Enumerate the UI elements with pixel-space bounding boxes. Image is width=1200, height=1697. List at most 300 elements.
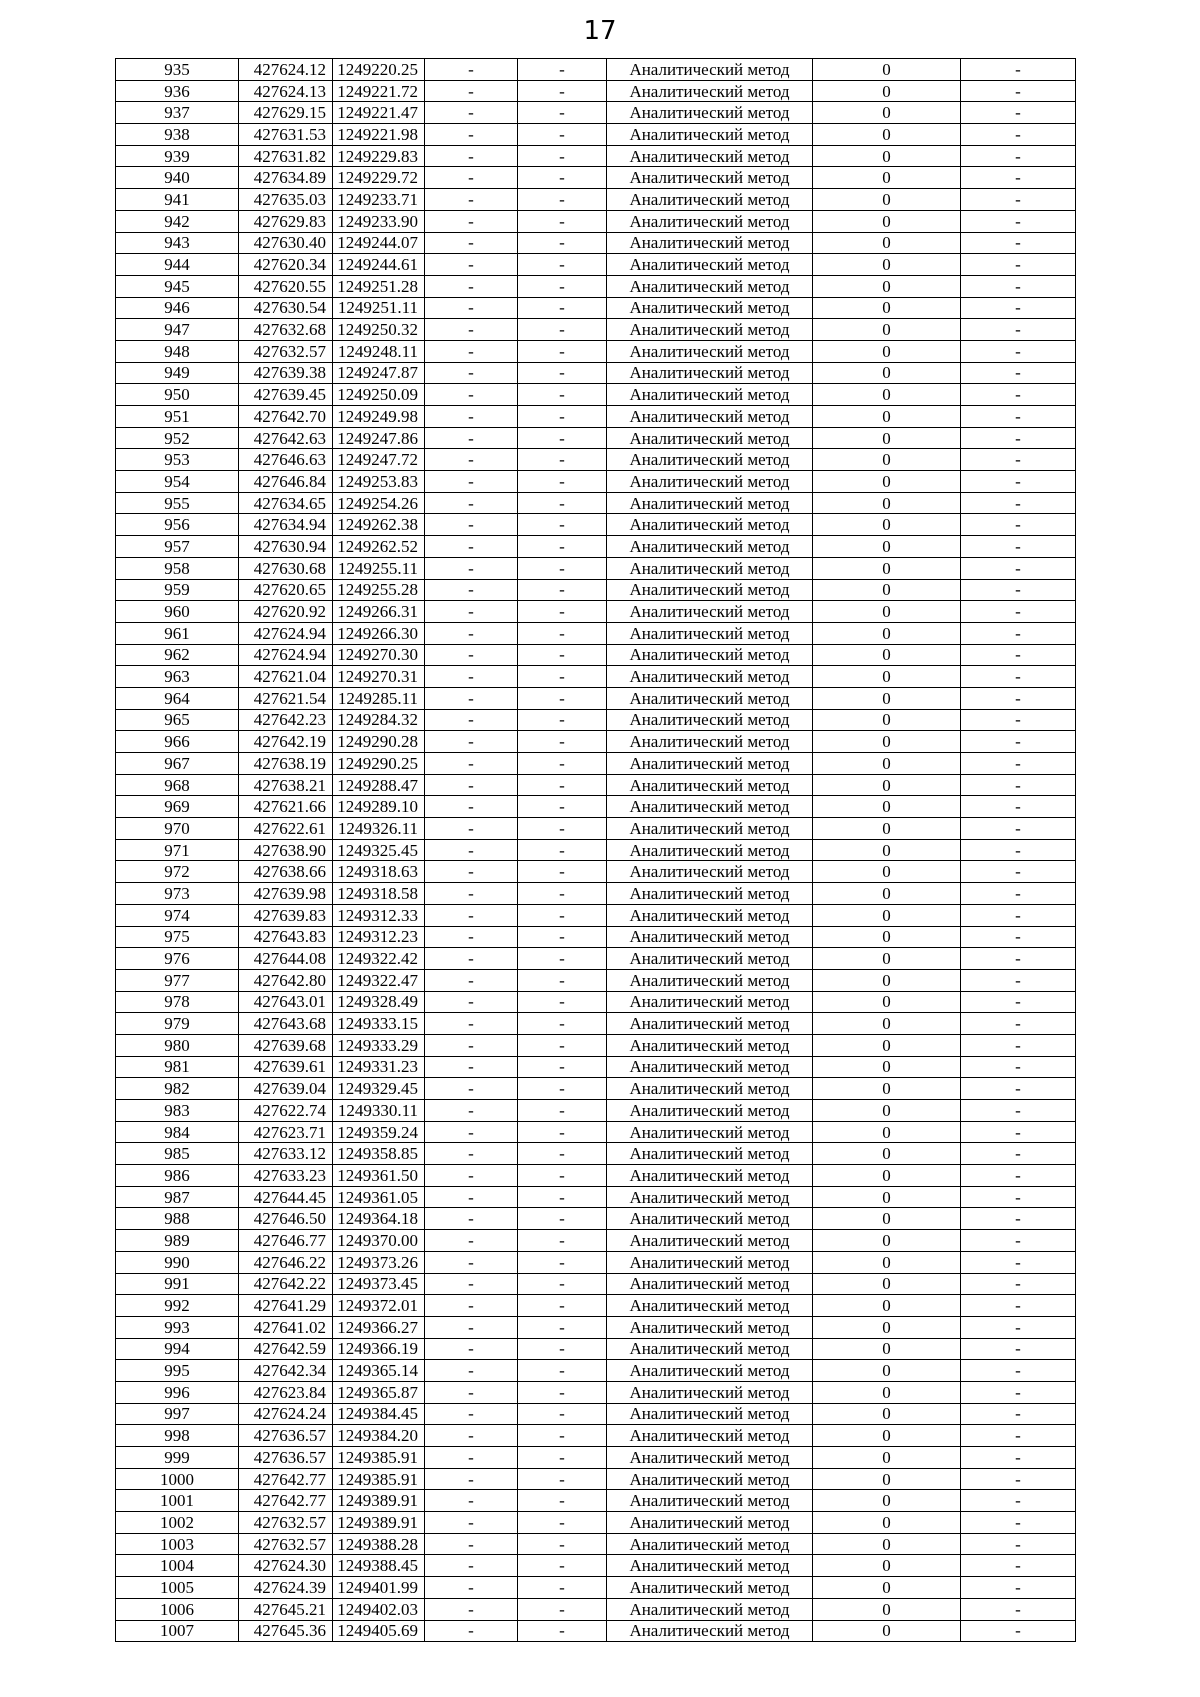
table-row — [116, 384, 1076, 406]
dash-cell: - — [518, 1598, 607, 1620]
table-row — [116, 709, 1076, 731]
table-row — [116, 1165, 1076, 1187]
table-row — [116, 124, 1076, 146]
dash-cell: - — [425, 1034, 518, 1056]
point-number-cell: 999 — [116, 1447, 239, 1469]
table-row — [116, 59, 1076, 81]
dash-cell: - — [518, 1425, 607, 1447]
dash-cell: - — [425, 1620, 518, 1642]
accuracy-value-cell: 0 — [813, 1251, 961, 1273]
dash-cell: - — [518, 1165, 607, 1187]
dash-cell: - — [425, 167, 518, 189]
accuracy-value-cell: 0 — [813, 1143, 961, 1165]
x-coordinate-cell: 427642.59 — [239, 1338, 333, 1360]
dash-cell: - — [425, 948, 518, 970]
table-row — [116, 80, 1076, 102]
dash-cell: - — [961, 1295, 1076, 1317]
accuracy-value-cell: 0 — [813, 449, 961, 471]
x-coordinate-cell: 427629.83 — [239, 210, 333, 232]
dash-cell: - — [518, 536, 607, 558]
table-row — [116, 1447, 1076, 1469]
y-coordinate-cell: 1249388.28 — [333, 1533, 425, 1555]
table-row — [116, 644, 1076, 666]
dash-cell: - — [961, 1360, 1076, 1382]
dash-cell: - — [961, 601, 1076, 623]
accuracy-value-cell: 0 — [813, 1468, 961, 1490]
dash-cell: - — [518, 1230, 607, 1252]
table-row — [116, 319, 1076, 341]
dash-cell: - — [518, 471, 607, 493]
method-cell: Аналитический метод — [607, 1425, 813, 1447]
y-coordinate-cell: 1249325.45 — [333, 839, 425, 861]
dash-cell: - — [425, 1100, 518, 1122]
table-row — [116, 1425, 1076, 1447]
point-number-cell: 976 — [116, 948, 239, 970]
dash-cell: - — [961, 796, 1076, 818]
dash-cell: - — [518, 362, 607, 384]
table-row — [116, 839, 1076, 861]
x-coordinate-cell: 427639.04 — [239, 1078, 333, 1100]
point-number-cell: 1003 — [116, 1533, 239, 1555]
x-coordinate-cell: 427634.89 — [239, 167, 333, 189]
accuracy-value-cell: 0 — [813, 991, 961, 1013]
accuracy-value-cell: 0 — [813, 384, 961, 406]
point-number-cell: 991 — [116, 1273, 239, 1295]
dash-cell: - — [518, 275, 607, 297]
dash-cell: - — [961, 210, 1076, 232]
point-number-cell: 944 — [116, 254, 239, 276]
table-row — [116, 1208, 1076, 1230]
method-cell: Аналитический метод — [607, 904, 813, 926]
y-coordinate-cell: 1249270.30 — [333, 644, 425, 666]
y-coordinate-cell: 1249251.28 — [333, 275, 425, 297]
dash-cell: - — [518, 297, 607, 319]
x-coordinate-cell: 427642.80 — [239, 969, 333, 991]
dash-cell: - — [425, 1273, 518, 1295]
point-number-cell: 961 — [116, 622, 239, 644]
accuracy-value-cell: 0 — [813, 297, 961, 319]
point-number-cell: 940 — [116, 167, 239, 189]
dash-cell: - — [425, 471, 518, 493]
dash-cell: - — [961, 687, 1076, 709]
accuracy-value-cell: 0 — [813, 362, 961, 384]
method-cell: Аналитический метод — [607, 492, 813, 514]
y-coordinate-cell: 1249250.32 — [333, 319, 425, 341]
x-coordinate-cell: 427642.77 — [239, 1468, 333, 1490]
dash-cell: - — [425, 1577, 518, 1599]
dash-cell: - — [961, 861, 1076, 883]
dash-cell: - — [961, 275, 1076, 297]
point-number-cell: 984 — [116, 1121, 239, 1143]
dash-cell: - — [425, 1295, 518, 1317]
method-cell: Аналитический метод — [607, 1598, 813, 1620]
accuracy-value-cell: 0 — [813, 189, 961, 211]
y-coordinate-cell: 1249254.26 — [333, 492, 425, 514]
point-number-cell: 975 — [116, 926, 239, 948]
dash-cell: - — [518, 753, 607, 775]
x-coordinate-cell: 427624.24 — [239, 1403, 333, 1425]
dash-cell: - — [518, 145, 607, 167]
y-coordinate-cell: 1249255.11 — [333, 557, 425, 579]
dash-cell: - — [961, 1186, 1076, 1208]
dash-cell: - — [518, 861, 607, 883]
accuracy-value-cell: 0 — [813, 1208, 961, 1230]
dash-cell: - — [961, 102, 1076, 124]
x-coordinate-cell: 427638.19 — [239, 753, 333, 775]
y-coordinate-cell: 1249229.83 — [333, 145, 425, 167]
y-coordinate-cell: 1249248.11 — [333, 340, 425, 362]
table-row — [116, 1577, 1076, 1599]
method-cell: Аналитический метод — [607, 644, 813, 666]
dash-cell: - — [961, 1598, 1076, 1620]
table-body — [116, 59, 1076, 1642]
dash-cell: - — [425, 991, 518, 1013]
x-coordinate-cell: 427624.12 — [239, 59, 333, 81]
dash-cell: - — [518, 232, 607, 254]
dash-cell: - — [425, 1056, 518, 1078]
y-coordinate-cell: 1249247.72 — [333, 449, 425, 471]
accuracy-value-cell: 0 — [813, 839, 961, 861]
method-cell: Аналитический метод — [607, 1056, 813, 1078]
dash-cell: - — [425, 102, 518, 124]
y-coordinate-cell: 1249247.87 — [333, 362, 425, 384]
x-coordinate-cell: 427636.57 — [239, 1447, 333, 1469]
dash-cell: - — [425, 731, 518, 753]
accuracy-value-cell: 0 — [813, 471, 961, 493]
accuracy-value-cell: 0 — [813, 601, 961, 623]
dash-cell: - — [425, 145, 518, 167]
dash-cell: - — [425, 232, 518, 254]
x-coordinate-cell: 427638.90 — [239, 839, 333, 861]
accuracy-value-cell: 0 — [813, 1620, 961, 1642]
dash-cell: - — [518, 774, 607, 796]
method-cell: Аналитический метод — [607, 839, 813, 861]
method-cell: Аналитический метод — [607, 1316, 813, 1338]
dash-cell: - — [518, 1186, 607, 1208]
method-cell: Аналитический метод — [607, 969, 813, 991]
y-coordinate-cell: 1249358.85 — [333, 1143, 425, 1165]
y-coordinate-cell: 1249266.30 — [333, 622, 425, 644]
x-coordinate-cell: 427639.38 — [239, 362, 333, 384]
dash-cell: - — [961, 883, 1076, 905]
point-number-cell: 954 — [116, 471, 239, 493]
method-cell: Аналитический метод — [607, 796, 813, 818]
x-coordinate-cell: 427641.29 — [239, 1295, 333, 1317]
method-cell: Аналитический метод — [607, 340, 813, 362]
table-row — [116, 1078, 1076, 1100]
dash-cell: - — [518, 1555, 607, 1577]
method-cell: Аналитический метод — [607, 275, 813, 297]
y-coordinate-cell: 1249253.83 — [333, 471, 425, 493]
dash-cell: - — [425, 1447, 518, 1469]
table-row — [116, 145, 1076, 167]
accuracy-value-cell: 0 — [813, 1295, 961, 1317]
table-row — [116, 1273, 1076, 1295]
y-coordinate-cell: 1249329.45 — [333, 1078, 425, 1100]
dash-cell: - — [961, 254, 1076, 276]
x-coordinate-cell: 427630.40 — [239, 232, 333, 254]
point-number-cell: 993 — [116, 1316, 239, 1338]
dash-cell: - — [961, 340, 1076, 362]
y-coordinate-cell: 1249330.11 — [333, 1100, 425, 1122]
table-row — [116, 1230, 1076, 1252]
x-coordinate-cell: 427636.57 — [239, 1425, 333, 1447]
accuracy-value-cell: 0 — [813, 818, 961, 840]
point-number-cell: 939 — [116, 145, 239, 167]
table-row — [116, 1295, 1076, 1317]
dash-cell: - — [425, 601, 518, 623]
table-row — [116, 167, 1076, 189]
point-number-cell: 937 — [116, 102, 239, 124]
accuracy-value-cell: 0 — [813, 145, 961, 167]
dash-cell: - — [518, 1468, 607, 1490]
dash-cell: - — [961, 774, 1076, 796]
accuracy-value-cell: 0 — [813, 1078, 961, 1100]
dash-cell: - — [961, 904, 1076, 926]
x-coordinate-cell: 427639.61 — [239, 1056, 333, 1078]
dash-cell: - — [425, 926, 518, 948]
x-coordinate-cell: 427632.68 — [239, 319, 333, 341]
dash-cell: - — [518, 124, 607, 146]
dash-cell: - — [518, 449, 607, 471]
dash-cell: - — [961, 124, 1076, 146]
dash-cell: - — [518, 818, 607, 840]
method-cell: Аналитический метод — [607, 80, 813, 102]
dash-cell: - — [425, 210, 518, 232]
dash-cell: - — [518, 1533, 607, 1555]
dash-cell: - — [425, 124, 518, 146]
table-row — [116, 1056, 1076, 1078]
coordinates-table — [115, 58, 1076, 1642]
dash-cell: - — [961, 1381, 1076, 1403]
method-cell: Аналитический метод — [607, 1143, 813, 1165]
method-cell: Аналитический метод — [607, 1555, 813, 1577]
x-coordinate-cell: 427620.55 — [239, 275, 333, 297]
accuracy-value-cell: 0 — [813, 731, 961, 753]
y-coordinate-cell: 1249229.72 — [333, 167, 425, 189]
method-cell: Аналитический метод — [607, 753, 813, 775]
dash-cell: - — [518, 926, 607, 948]
dash-cell: - — [425, 80, 518, 102]
dash-cell: - — [518, 666, 607, 688]
method-cell: Аналитический метод — [607, 189, 813, 211]
method-cell: Аналитический метод — [607, 1447, 813, 1469]
table-row — [116, 601, 1076, 623]
dash-cell: - — [961, 514, 1076, 536]
table-row — [116, 1143, 1076, 1165]
dash-cell: - — [961, 991, 1076, 1013]
x-coordinate-cell: 427646.22 — [239, 1251, 333, 1273]
method-cell: Аналитический метод — [607, 362, 813, 384]
x-coordinate-cell: 427643.68 — [239, 1013, 333, 1035]
x-coordinate-cell: 427621.54 — [239, 687, 333, 709]
y-coordinate-cell: 1249288.47 — [333, 774, 425, 796]
method-cell: Аналитический метод — [607, 579, 813, 601]
dash-cell: - — [961, 1208, 1076, 1230]
dash-cell: - — [518, 1447, 607, 1469]
dash-cell: - — [518, 102, 607, 124]
dash-cell: - — [961, 1143, 1076, 1165]
x-coordinate-cell: 427641.02 — [239, 1316, 333, 1338]
y-coordinate-cell: 1249402.03 — [333, 1598, 425, 1620]
dash-cell: - — [518, 579, 607, 601]
x-coordinate-cell: 427620.92 — [239, 601, 333, 623]
dash-cell: - — [961, 1100, 1076, 1122]
dash-cell: - — [961, 1121, 1076, 1143]
table-row — [116, 622, 1076, 644]
dash-cell: - — [961, 471, 1076, 493]
dash-cell: - — [518, 406, 607, 428]
x-coordinate-cell: 427642.77 — [239, 1490, 333, 1512]
point-number-cell: 967 — [116, 753, 239, 775]
method-cell: Аналитический метод — [607, 210, 813, 232]
dash-cell: - — [425, 753, 518, 775]
point-number-cell: 936 — [116, 80, 239, 102]
point-number-cell: 981 — [116, 1056, 239, 1078]
dash-cell: - — [425, 536, 518, 558]
dash-cell: - — [961, 1577, 1076, 1599]
method-cell: Аналитический метод — [607, 102, 813, 124]
dash-cell: - — [425, 818, 518, 840]
x-coordinate-cell: 427632.57 — [239, 1533, 333, 1555]
dash-cell: - — [518, 1143, 607, 1165]
dash-cell: - — [518, 340, 607, 362]
dash-cell: - — [518, 1490, 607, 1512]
y-coordinate-cell: 1249262.38 — [333, 514, 425, 536]
accuracy-value-cell: 0 — [813, 124, 961, 146]
point-number-cell: 985 — [116, 1143, 239, 1165]
dash-cell: - — [425, 1165, 518, 1187]
point-number-cell: 945 — [116, 275, 239, 297]
dash-cell: - — [518, 796, 607, 818]
accuracy-value-cell: 0 — [813, 557, 961, 579]
dash-cell: - — [518, 254, 607, 276]
point-number-cell: 949 — [116, 362, 239, 384]
dash-cell: - — [518, 210, 607, 232]
dash-cell: - — [518, 80, 607, 102]
dash-cell: - — [518, 1620, 607, 1642]
table-row — [116, 1381, 1076, 1403]
x-coordinate-cell: 427633.23 — [239, 1165, 333, 1187]
accuracy-value-cell: 0 — [813, 340, 961, 362]
dash-cell: - — [425, 904, 518, 926]
accuracy-value-cell: 0 — [813, 167, 961, 189]
dash-cell: - — [961, 622, 1076, 644]
table-row — [116, 774, 1076, 796]
y-coordinate-cell: 1249365.87 — [333, 1381, 425, 1403]
y-coordinate-cell: 1249359.24 — [333, 1121, 425, 1143]
table-row — [116, 1490, 1076, 1512]
dash-cell: - — [425, 514, 518, 536]
point-number-cell: 956 — [116, 514, 239, 536]
dash-cell: - — [961, 167, 1076, 189]
dash-cell: - — [961, 948, 1076, 970]
accuracy-value-cell: 0 — [813, 1230, 961, 1252]
y-coordinate-cell: 1249328.49 — [333, 991, 425, 1013]
accuracy-value-cell: 0 — [813, 1512, 961, 1534]
accuracy-value-cell: 0 — [813, 1013, 961, 1035]
accuracy-value-cell: 0 — [813, 666, 961, 688]
method-cell: Аналитический метод — [607, 471, 813, 493]
dash-cell: - — [425, 189, 518, 211]
table-row — [116, 492, 1076, 514]
accuracy-value-cell: 0 — [813, 969, 961, 991]
method-cell: Аналитический метод — [607, 1468, 813, 1490]
dash-cell: - — [518, 883, 607, 905]
y-coordinate-cell: 1249318.63 — [333, 861, 425, 883]
accuracy-value-cell: 0 — [813, 59, 961, 81]
x-coordinate-cell: 427645.21 — [239, 1598, 333, 1620]
accuracy-value-cell: 0 — [813, 427, 961, 449]
x-coordinate-cell: 427642.70 — [239, 406, 333, 428]
method-cell: Аналитический метод — [607, 232, 813, 254]
point-number-cell: 951 — [116, 406, 239, 428]
y-coordinate-cell: 1249331.23 — [333, 1056, 425, 1078]
accuracy-value-cell: 0 — [813, 102, 961, 124]
dash-cell: - — [425, 666, 518, 688]
method-cell: Аналитический метод — [607, 449, 813, 471]
y-coordinate-cell: 1249221.98 — [333, 124, 425, 146]
x-coordinate-cell: 427621.04 — [239, 666, 333, 688]
y-coordinate-cell: 1249233.90 — [333, 210, 425, 232]
dash-cell: - — [425, 1338, 518, 1360]
accuracy-value-cell: 0 — [813, 406, 961, 428]
dash-cell: - — [961, 1490, 1076, 1512]
x-coordinate-cell: 427623.84 — [239, 1381, 333, 1403]
table-row — [116, 904, 1076, 926]
y-coordinate-cell: 1249289.10 — [333, 796, 425, 818]
y-coordinate-cell: 1249251.11 — [333, 297, 425, 319]
dash-cell: - — [425, 1208, 518, 1230]
dash-cell: - — [518, 1251, 607, 1273]
table-row — [116, 796, 1076, 818]
dash-cell: - — [425, 1468, 518, 1490]
table-row — [116, 189, 1076, 211]
accuracy-value-cell: 0 — [813, 1598, 961, 1620]
dash-cell: - — [425, 319, 518, 341]
dash-cell: - — [518, 1403, 607, 1425]
x-coordinate-cell: 427642.23 — [239, 709, 333, 731]
x-coordinate-cell: 427632.57 — [239, 340, 333, 362]
y-coordinate-cell: 1249312.23 — [333, 926, 425, 948]
accuracy-value-cell: 0 — [813, 796, 961, 818]
method-cell: Аналитический метод — [607, 926, 813, 948]
dash-cell: - — [425, 449, 518, 471]
table-row — [116, 687, 1076, 709]
accuracy-value-cell: 0 — [813, 1100, 961, 1122]
point-number-cell: 1002 — [116, 1512, 239, 1534]
x-coordinate-cell: 427624.13 — [239, 80, 333, 102]
point-number-cell: 983 — [116, 1100, 239, 1122]
dash-cell: - — [425, 883, 518, 905]
accuracy-value-cell: 0 — [813, 1338, 961, 1360]
table-row — [116, 514, 1076, 536]
table-row — [116, 297, 1076, 319]
method-cell: Аналитический метод — [607, 1186, 813, 1208]
y-coordinate-cell: 1249401.99 — [333, 1577, 425, 1599]
y-coordinate-cell: 1249285.11 — [333, 687, 425, 709]
dash-cell: - — [961, 384, 1076, 406]
dash-cell: - — [961, 557, 1076, 579]
dash-cell: - — [425, 297, 518, 319]
x-coordinate-cell: 427639.83 — [239, 904, 333, 926]
y-coordinate-cell: 1249247.86 — [333, 427, 425, 449]
x-coordinate-cell: 427630.94 — [239, 536, 333, 558]
dash-cell: - — [961, 59, 1076, 81]
point-number-cell: 955 — [116, 492, 239, 514]
method-cell: Аналитический метод — [607, 1078, 813, 1100]
accuracy-value-cell: 0 — [813, 1447, 961, 1469]
